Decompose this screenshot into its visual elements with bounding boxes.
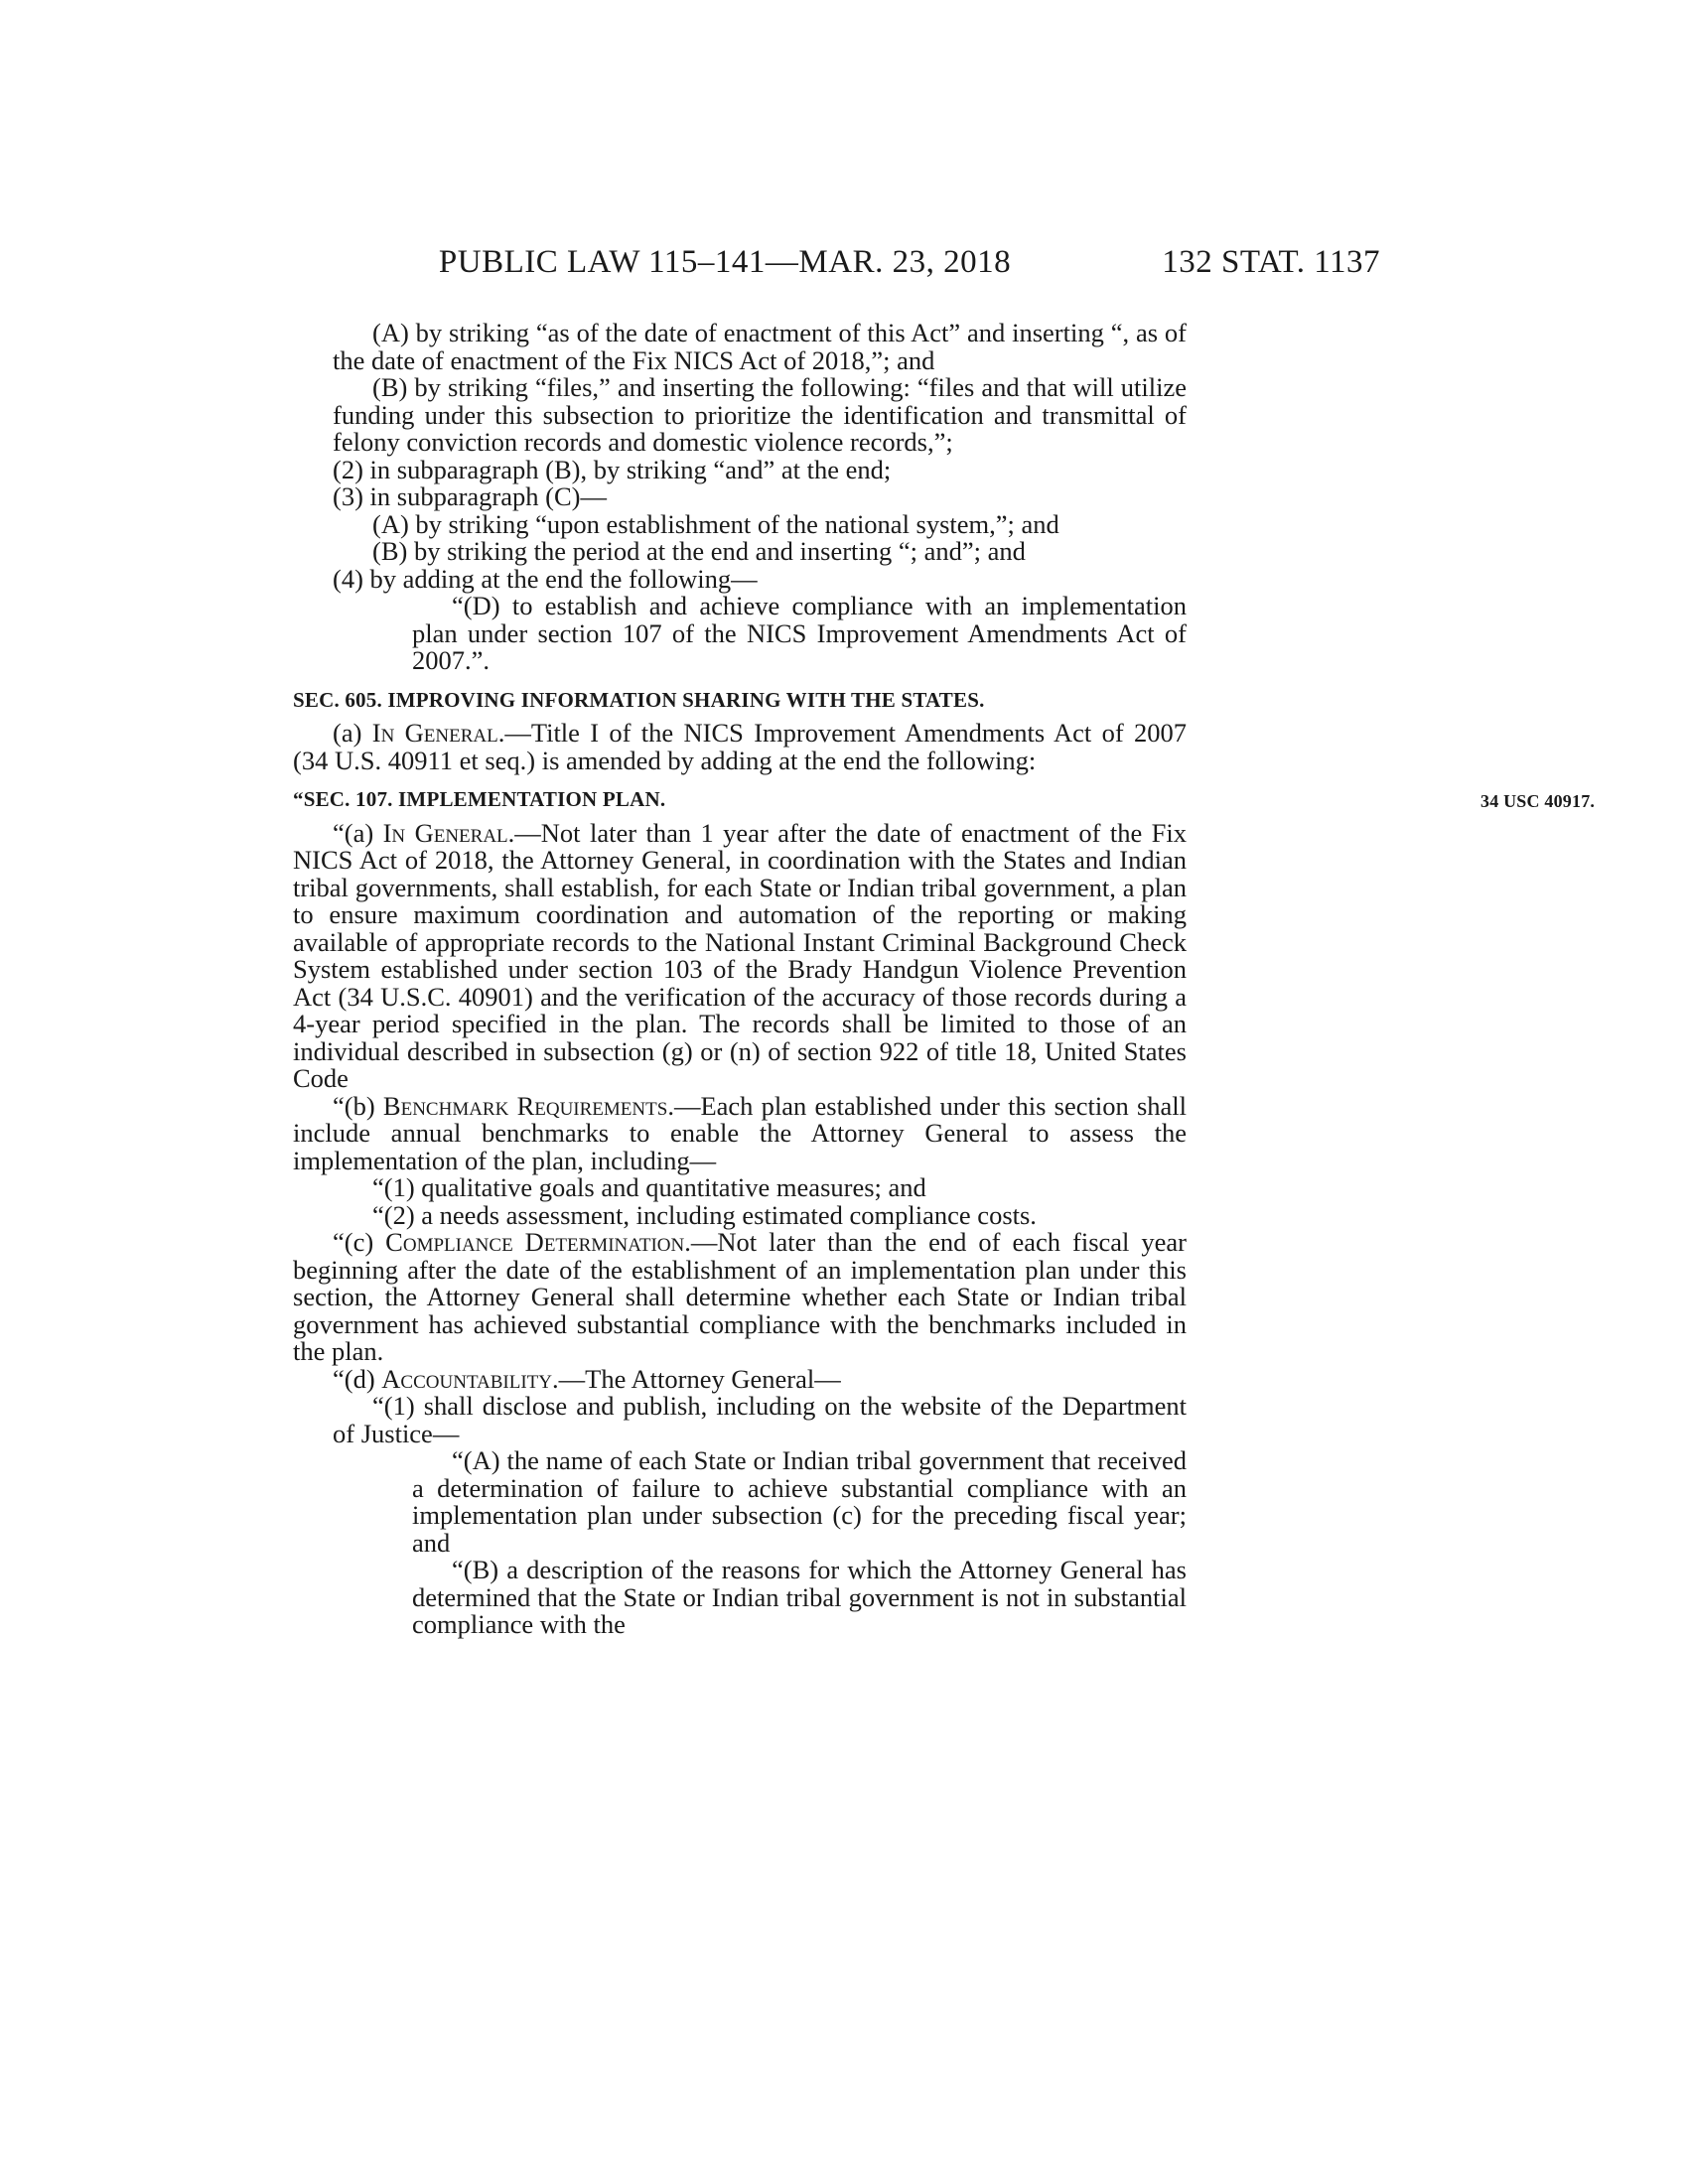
section-107-a-label: “(a): [333, 817, 383, 848]
section-107-c-caption: Compliance Determination: [385, 1227, 685, 1257]
section-605-a-caption: In General: [371, 718, 498, 748]
section-107-d-1: “(1) shall disclose and publish, including on the website of the Department of Justice—: [333, 1391, 1187, 1448]
header-stat-page: 132 STAT. 1137: [1162, 244, 1380, 280]
section-107-a-text: .—Not later than 1 year after the date of enactment of the Fix NICS Act of 2018, the Attorney General, in coordination with the States and Indian tribal governments, shall establish, for each State or Indian tribal government, a plan to ensure maximum coordination and automation of the reporting or making available of appropriate records to the National Instant Criminal Background Check System established under section 103 of the Brady Handgun Violence Prevention Act (34 U.S.C. 40901) and the verification of the accuracy of those records during a 4-year period specified in the plan. The records shall be limited to those of an individual described in subsection (g) or (n) of section 922 of title 18, United States Code: [293, 817, 1187, 1093]
section-107-subsection-b: [293, 1090, 1187, 1175]
section-605-subsection-a: [293, 720, 1187, 774]
paragraph-b-striking-files: (B) by striking “files,” and inserting the following: “files and that will utilize funding under this subsection to prioritize the identification and transmittal of felony conviction records and domestic violence records,”;: [333, 372, 1187, 457]
paragraph-3-subparagraph-c: (3) in subparagraph (C)—: [333, 481, 607, 511]
section-107-a-caption: In General: [382, 817, 508, 848]
section-107-c-label: “(c): [333, 1227, 386, 1257]
section-107-b-1: “(1) qualitative goals and quantitative measures; and: [372, 1172, 926, 1202]
section-107-subsection-c: [293, 1229, 1187, 1366]
section-107-b-text: .—Each plan established under this section shall include annual benchmarks to enable the Attorney General to assess the implementation of the plan, including—: [293, 1090, 1187, 1175]
section-605-heading: SEC. 605. IMPROVING INFORMATION SHARING WITH THE STATES.: [293, 687, 985, 712]
document-body: [293, 318, 1596, 1639]
section-107-heading-row: [293, 786, 1596, 814]
paragraph-3a-national-system: (A) by striking “upon establishment of the national system,”; and: [372, 508, 1059, 539]
section-107-c-text: .—Not later than the end of each fiscal year beginning after the date of the establishment of an implementation plan under this section, the Attorney General shall determine whether each State or Indian tribal government has achieved substantial compliance with the benchmarks included in the plan.: [293, 1227, 1187, 1366]
paragraph-4d-compliance: “(D) to establish and achieve compliance with an implementation plan under section 107 of the NICS Improvement Amendments Act of 2007.”.: [412, 591, 1187, 675]
section-605-a-text: .—Title I of the NICS Improvement Amendments Act of 2007 (34 U.S. 40911 et seq.) is amended by adding at the end the following:: [293, 718, 1187, 775]
paragraph-4-adding: (4) by adding at the end the following—: [333, 563, 758, 594]
paragraph-a-striking: (A) by striking “as of the date of enactment of this Act” and inserting “, as of the date of enactment of the Fix NICS Act of 2018,”; and: [333, 318, 1187, 375]
section-107-d-text: .—The Attorney General—: [552, 1363, 841, 1394]
section-605-a-label: (a): [333, 718, 372, 748]
section-107-d-caption: Accountability: [381, 1363, 553, 1394]
margin-note-usc: 34 USC 40917.: [1480, 791, 1596, 811]
section-107-heading: “SEC. 107. IMPLEMENTATION PLAN.: [293, 787, 666, 811]
section-107-d-1-a: “(A) the name of each State or Indian tribal government that received a determination of failure to achieve substantial compliance with an implementation plan under subsection (c) for the preceding fiscal year; and: [412, 1445, 1187, 1558]
page-header: [0, 244, 1688, 284]
paragraph-3b-period: (B) by striking the period at the end and inserting “; and”; and: [372, 536, 1026, 566]
section-107-b-label: “(b): [333, 1090, 383, 1121]
section-107-d-label: “(d): [333, 1363, 382, 1394]
paragraph-2-subparagraph-b: (2) in subparagraph (B), by striking “and” at the end;: [333, 454, 892, 484]
section-107-subsection-a: [293, 817, 1187, 1093]
section-107-b-caption: Benchmark Requirements: [382, 1090, 668, 1121]
header-title: PUBLIC LAW 115–141—MAR. 23, 2018: [438, 244, 1012, 280]
section-107-b-2: “(2) a needs assessment, including estimated compliance costs.: [372, 1199, 1037, 1230]
section-107-d-1-b: “(B) a description of the reasons for which the Attorney General has determined that the State or Indian tribal government is not in substantial compliance with the: [412, 1555, 1187, 1639]
section-107-subsection-d: [293, 1363, 1187, 1394]
